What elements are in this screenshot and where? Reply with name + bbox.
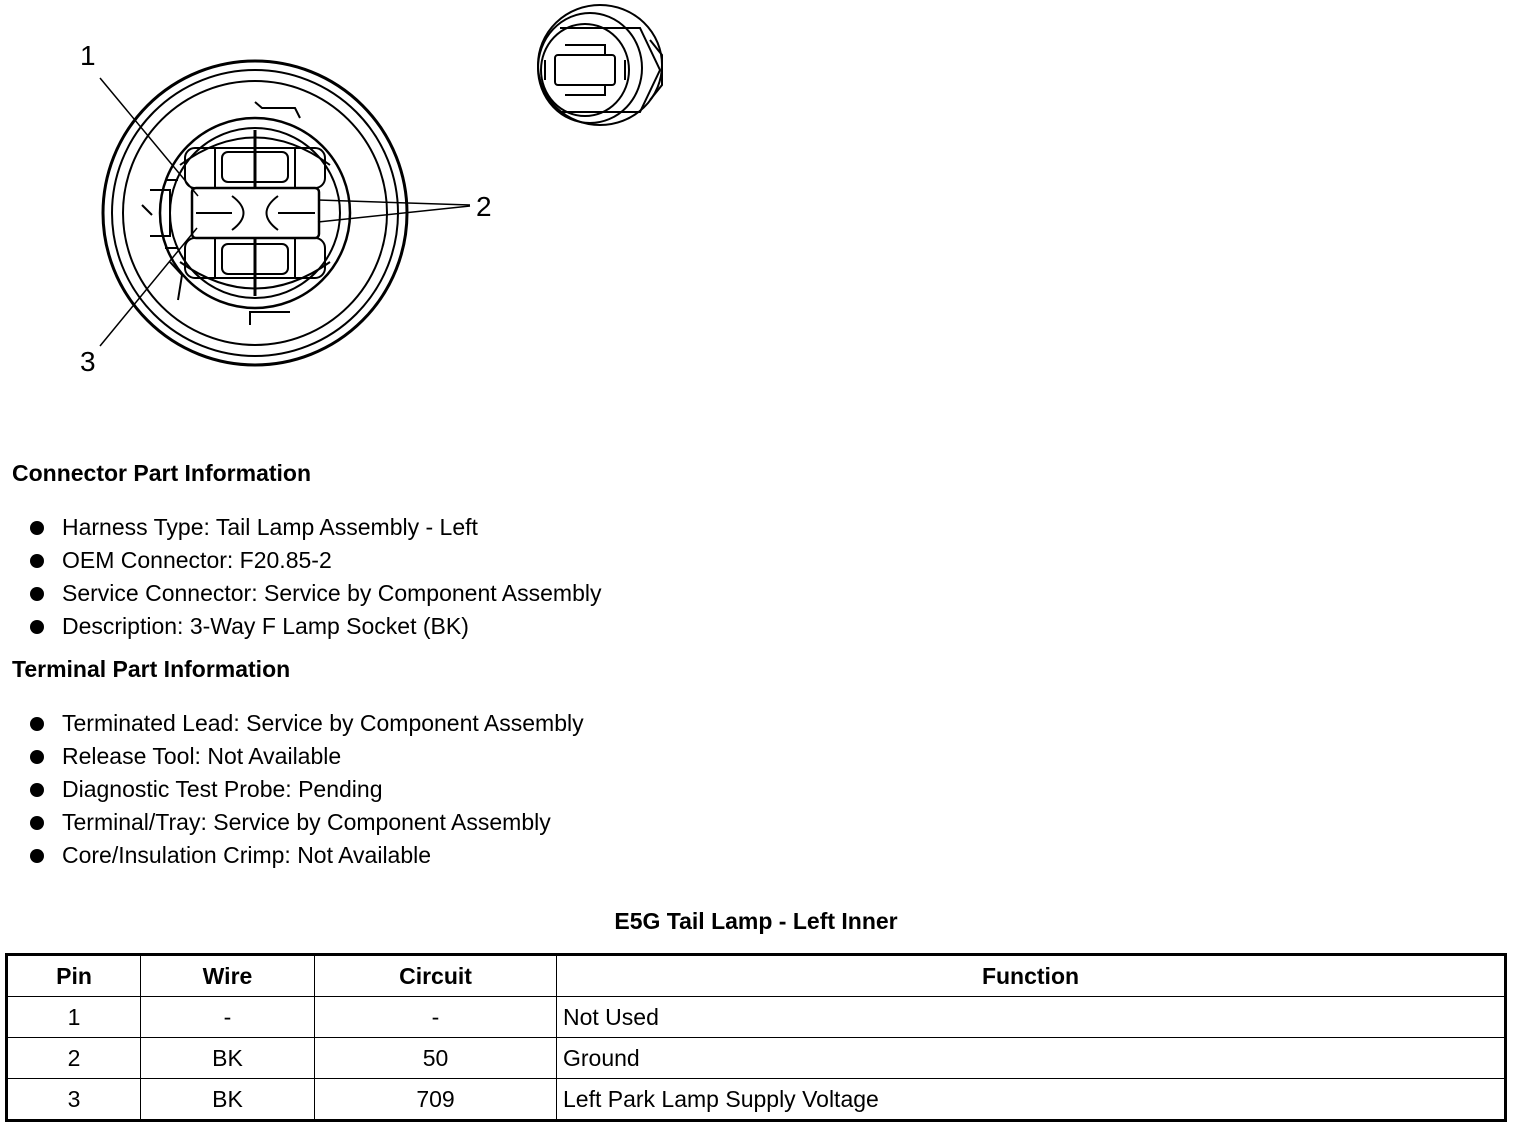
connector-thumbnail <box>538 5 662 125</box>
connector-diagram <box>0 0 700 420</box>
table-row <box>7 1038 1506 1079</box>
list-item: Release Tool: Not Available <box>28 740 584 773</box>
header-circuit: Circuit <box>315 955 557 997</box>
cell-circuit: 709 <box>315 1079 557 1121</box>
header-wire: Wire <box>141 955 315 997</box>
table-row <box>7 1079 1506 1121</box>
connector-face-illustration <box>0 0 700 420</box>
cell-function: Not Used <box>557 997 1506 1038</box>
list-item: Terminated Lead: Service by Component Assembly <box>28 707 584 740</box>
cell-circuit: 50 <box>315 1038 557 1079</box>
pin-table <box>5 953 1507 1122</box>
cell-wire: BK <box>141 1038 315 1079</box>
cell-function: Left Park Lamp Supply Voltage <box>557 1079 1506 1121</box>
list-item: Diagnostic Test Probe: Pending <box>28 773 584 806</box>
list-item: Service Connector: Service by Component Assembly <box>28 577 601 610</box>
terminal-info-list <box>28 707 584 872</box>
connector-info-title: Connector Part Information <box>12 460 312 486</box>
cell-wire: BK <box>141 1079 315 1121</box>
header-function: Function <box>557 955 1506 997</box>
callout-1: 1 <box>80 40 96 71</box>
cell-function: Ground <box>557 1038 1506 1079</box>
cell-circuit: - <box>315 997 557 1038</box>
header-pin: Pin <box>7 955 141 997</box>
callout-2: 2 <box>476 191 492 222</box>
list-item: Description: 3-Way F Lamp Socket (BK) <box>28 610 601 643</box>
terminal-info-title: Terminal Part Information <box>12 656 291 682</box>
cell-wire: - <box>141 997 315 1038</box>
cell-pin: 3 <box>7 1079 141 1121</box>
table-row <box>7 997 1506 1038</box>
cell-pin: 1 <box>7 997 141 1038</box>
connector-info-list <box>28 511 601 643</box>
list-item: Terminal/Tray: Service by Component Assembly <box>28 806 584 839</box>
cell-pin: 2 <box>7 1038 141 1079</box>
table-header-row <box>7 955 1506 997</box>
pin-table-title: E5G Tail Lamp - Left Inner <box>614 908 898 934</box>
list-item: Core/Insulation Crimp: Not Available <box>28 839 584 872</box>
list-item: OEM Connector: F20.85-2 <box>28 544 601 577</box>
list-item: Harness Type: Tail Lamp Assembly - Left <box>28 511 601 544</box>
callout-3: 3 <box>80 346 96 377</box>
